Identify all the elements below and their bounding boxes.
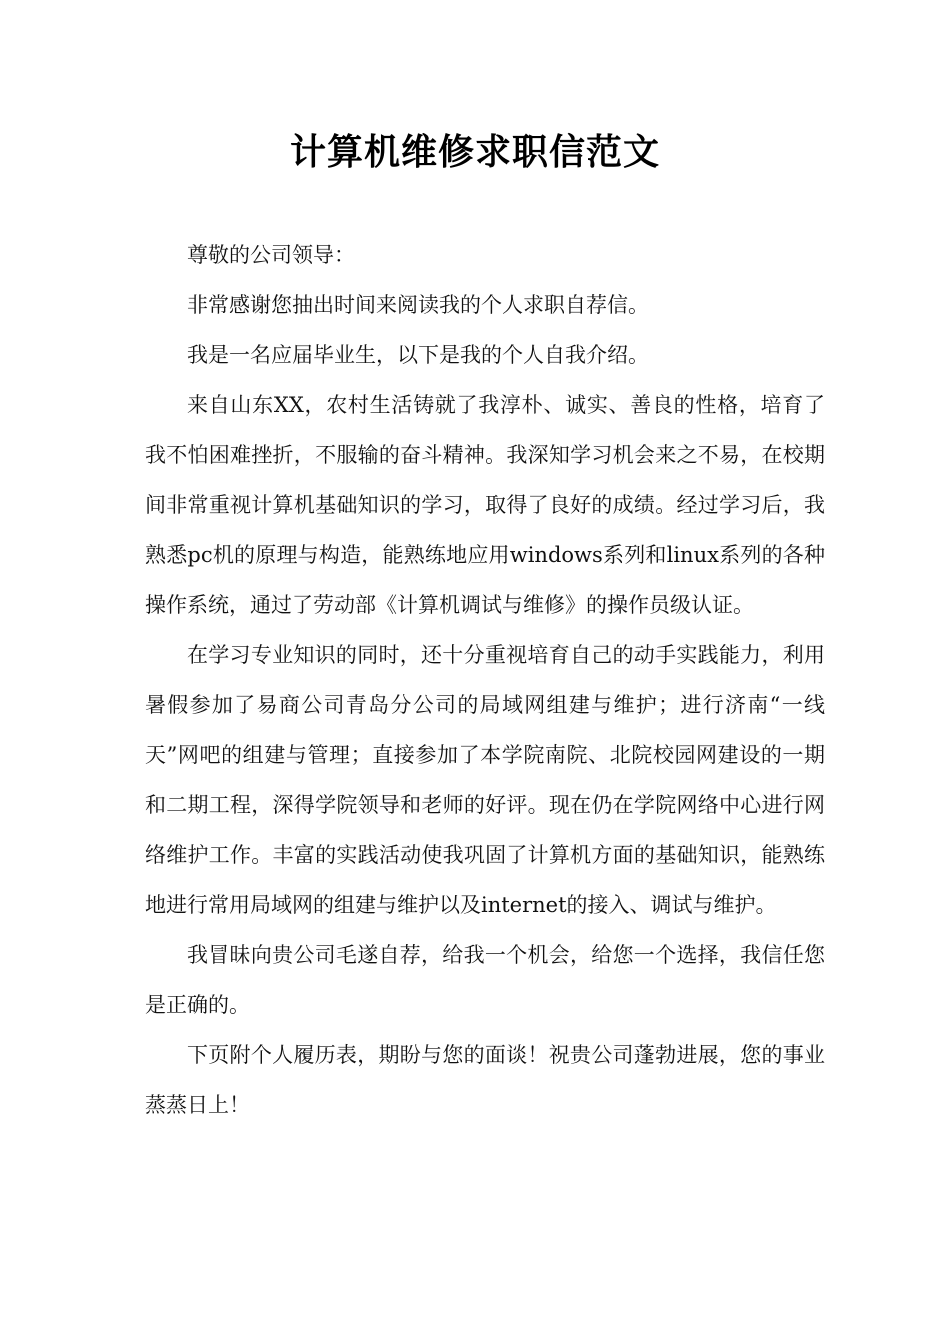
experience-paragraph: 在学习专业知识的同时，还十分重视培育自己的动手实践能力，利用暑假参加了易商公司青岛分公司的局域网组建与维护；进行济南“一线天”网吧的组建与管理；直接参加了本学院南院、北院校园网建设的一期和二期工程，深得学院领导和老师的好评。现在仍在学院网络中心进行网络维护工作。丰富的实践活动使我巩固了计算机方面的基础知识，能熟练地进行常用局域网的组建与维护以及internet的接入、调试与维护。: [145, 643, 825, 917]
document-title: 计算机维修求职信范文: [289, 132, 660, 173]
thanks-paragraph: 非常感谢您抽出时间来阅读我的个人求职自荐信。: [187, 293, 649, 317]
background-paragraph: 来自山东XX，农村生活铸就了我淳朴、诚实、善良的性格，培育了我不怕困难挫折，不服输的奋斗精神。我深知学习机会来之不易，在校期间非常重视计算机基础知识的学习，取得了良好的成绩。经过学习后，我熟悉pc机的原理与构造，能熟练地应用windows系列和linux系列的各种操作系统，通过了劳动部《计算机调试与维修》的操作员级认证。: [145, 393, 825, 617]
closing-paragraph: 下页附个人履历表，期盼与您的面谈！祝贵公司蓬勃进展，您的事业蒸蒸日上！: [145, 1043, 825, 1117]
greeting-paragraph: 尊敬的公司领导：: [187, 243, 355, 267]
letter-body: [145, 230, 825, 1130]
intro-paragraph: 我是一名应届毕业生，以下是我的个人自我介绍。: [187, 343, 649, 367]
request-paragraph: 我冒昧向贵公司毛遂自荐，给我一个机会，给您一个选择，我信任您是正确的。: [145, 943, 825, 1017]
